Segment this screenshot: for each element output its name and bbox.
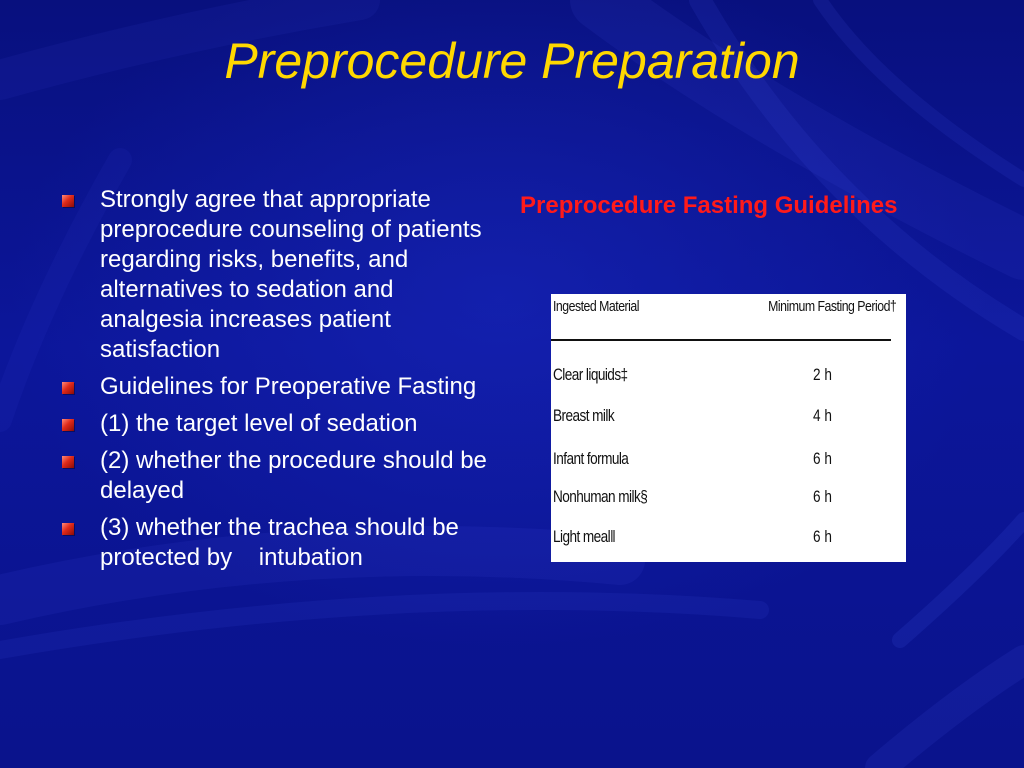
table-row	[551, 401, 906, 431]
bullet-list	[62, 185, 502, 580]
table-cell-period: 6 h	[813, 449, 832, 468]
bullet-item	[62, 372, 502, 402]
table-cell-period: 2 h	[813, 365, 832, 384]
square-bullet-icon	[62, 523, 74, 535]
bullet-text: Guidelines for Preoperative Fasting	[100, 373, 477, 400]
square-bullet-icon	[62, 419, 74, 431]
table-cell-material: Light meal‖	[553, 527, 616, 546]
table-header-period: Minimum Fasting Period†	[767, 298, 896, 315]
square-bullet-icon	[62, 456, 74, 468]
bullet-item	[62, 185, 502, 365]
bullet-text: (1) the target level of sedation	[100, 410, 418, 437]
bullet-item	[62, 513, 502, 573]
table-header-material: Ingested Material	[553, 298, 639, 315]
table-cell-material: Infant formula	[553, 449, 629, 468]
square-bullet-icon	[62, 382, 74, 394]
bullet-item	[62, 409, 502, 439]
table-cell-period: 6 h	[813, 527, 832, 546]
table-header-divider	[551, 339, 891, 341]
table-row	[551, 444, 906, 474]
table-row	[551, 360, 906, 390]
bullet-text: (2) whether the procedure should be delayed	[100, 447, 494, 504]
table-cell-material: Nonhuman milk§	[553, 487, 648, 506]
table-title: Preprocedure Fasting Guidelines	[520, 192, 898, 219]
table-cell-material: Clear liquids‡	[553, 365, 628, 384]
table-cell-material: Breast milk	[553, 406, 615, 425]
square-bullet-icon	[62, 195, 74, 207]
table-row	[551, 482, 906, 512]
table-row	[551, 522, 906, 552]
fasting-guidelines-table	[551, 294, 906, 562]
bullet-item	[62, 446, 502, 506]
table-cell-period: 6 h	[813, 487, 832, 506]
bullet-text: (3) whether the trachea should be protected by intubation	[100, 514, 466, 571]
table-cell-period: 4 h	[813, 406, 832, 425]
bullet-text: Strongly agree that appropriate preprocedure counseling of patients regarding risks, benefits, and alternatives to sedation and analgesia increases patient satisfaction	[100, 186, 489, 363]
slide-title: Preprocedure Preparation	[224, 33, 800, 89]
